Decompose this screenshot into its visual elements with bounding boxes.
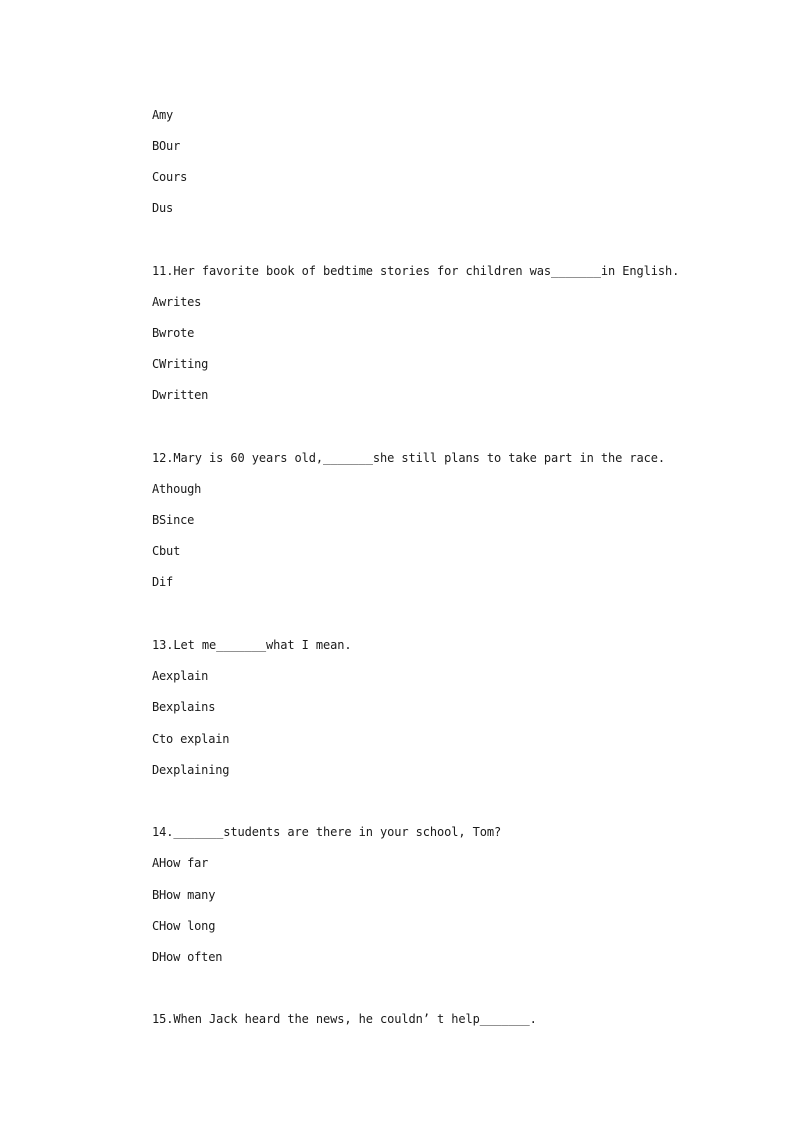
option-b: BOur [152,139,181,153]
question-14-option-b: BHow many [152,888,216,902]
question-11-option-d: Dwritten [152,388,209,402]
question-13-stem: 13.Let me_______what I mean. [152,638,352,652]
option-d: Dus [152,201,174,215]
question-11-stem: 11.Her favorite book of bedtime stories for children was_______in English. [152,264,680,278]
question-14-option-a: AHow far [152,856,209,870]
question-11-option-b: Bwrote [152,326,195,340]
question-14-stem: 14._______students are there in your school, Tom? [152,825,502,839]
question-11-option-c: CWriting [152,357,209,371]
option-a: Amy [152,108,174,122]
question-14-option-c: CHow long [152,919,216,933]
question-13-option-d: Dexplaining [152,763,230,777]
question-15-stem: 15.When Jack heard the news, he couldn’ t help_______. [152,1012,537,1026]
question-12-option-c: Cbut [152,544,181,558]
question-11-option-a: Awrites [152,295,202,309]
option-c: Cours [152,170,188,184]
question-14-option-d: DHow often [152,950,223,964]
question-12-option-b: BSince [152,513,195,527]
question-13-option-c: Cto explain [152,732,230,746]
question-13-option-a: Aexplain [152,669,209,683]
question-12-stem: 12.Mary is 60 years old,_______she still plans to take part in the race. [152,451,665,465]
question-12-option-a: Athough [152,482,202,496]
question-12-option-d: Dif [152,575,174,589]
question-13-option-b: Bexplains [152,700,216,714]
